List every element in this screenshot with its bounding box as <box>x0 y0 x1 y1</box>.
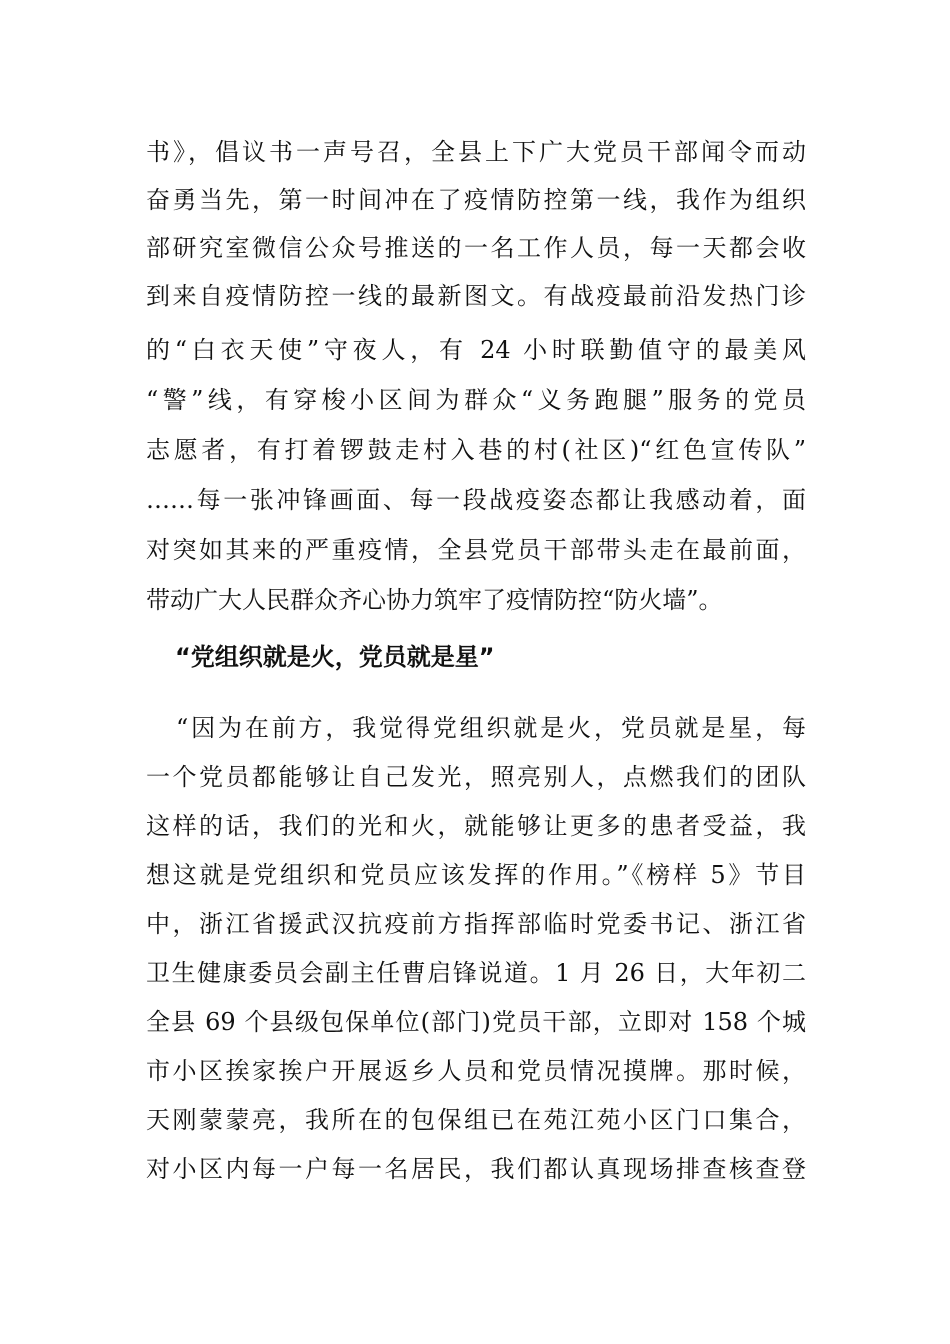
paragraph-2-line-10: 对小区内每一户每一名居民，我们都认真现场排查核查登 <box>146 1155 806 1183</box>
paragraph-1-line-2: 奋勇当先，第一时间冲在了疫情防控第一线，我作为组织 <box>146 186 806 214</box>
section-heading: “党组织就是火，党员就是星” <box>175 643 495 671</box>
paragraph-2-line-9: 天刚蒙蒙亮，我所在的包保组已在苑江苑小区门口集合， <box>146 1106 806 1134</box>
paragraph-1-line-8: ……每一张冲锋画面、每一段战疫姿态都让我感动着，面 <box>146 486 806 514</box>
paragraph-1-line-6: “警”线，有穿梭小区间为群众“义务跑腿”服务的党员 <box>146 386 806 414</box>
paragraph-2-line-2: 一个党员都能够让自己发光，照亮别人，点燃我们的团队 <box>146 763 806 791</box>
paragraph-1-line-3: 部研究室微信公众号推送的一名工作人员，每一天都会收 <box>146 234 806 262</box>
paragraph-2-line-7: 全县 69 个县级包保单位(部门)党员干部，立即对 158 个城 <box>146 1008 806 1036</box>
paragraph-2-line-8: 市小区挨家挨户开展返乡人员和党员情况摸牌。那时候， <box>146 1057 806 1085</box>
paragraph-2-line-1: “因为在前方，我觉得党组织就是火，党员就是星，每 <box>176 714 806 742</box>
paragraph-1-line-1: 书》，倡议书一声号召，全县上下广大党员干部闻令而动 <box>146 138 806 166</box>
paragraph-2-line-4: 想这就是党组织和党员应该发挥的作用。”《榜样 5》节目 <box>146 861 806 889</box>
paragraph-1-line-9: 对突如其来的严重疫情，全县党员干部带头走在最前面， <box>146 536 806 564</box>
paragraph-1-line-10: 带动广大人民群众齐心协力筑牢了疫情防控“防火墙”。 <box>146 586 723 614</box>
paragraph-2-line-5: 中，浙江省援武汉抗疫前方指挥部临时党委书记、浙江省 <box>146 910 806 938</box>
paragraph-2-line-3: 这样的话，我们的光和火，就能够让更多的患者受益，我 <box>146 812 806 840</box>
paragraph-1-line-7: 志愿者，有打着锣鼓走村入巷的村(社区)“红色宣传队” <box>146 436 806 464</box>
paragraph-2-line-6: 卫生健康委员会副主任曹启锋说道。1 月 26 日，大年初二 <box>146 959 806 987</box>
paragraph-1-line-5: 的“白衣天使”守夜人，有 24 小时联勤值守的最美风 <box>146 336 806 364</box>
paragraph-1-line-4: 到来自疫情防控一线的最新图文。有战疫最前沿发热门诊 <box>146 282 806 310</box>
